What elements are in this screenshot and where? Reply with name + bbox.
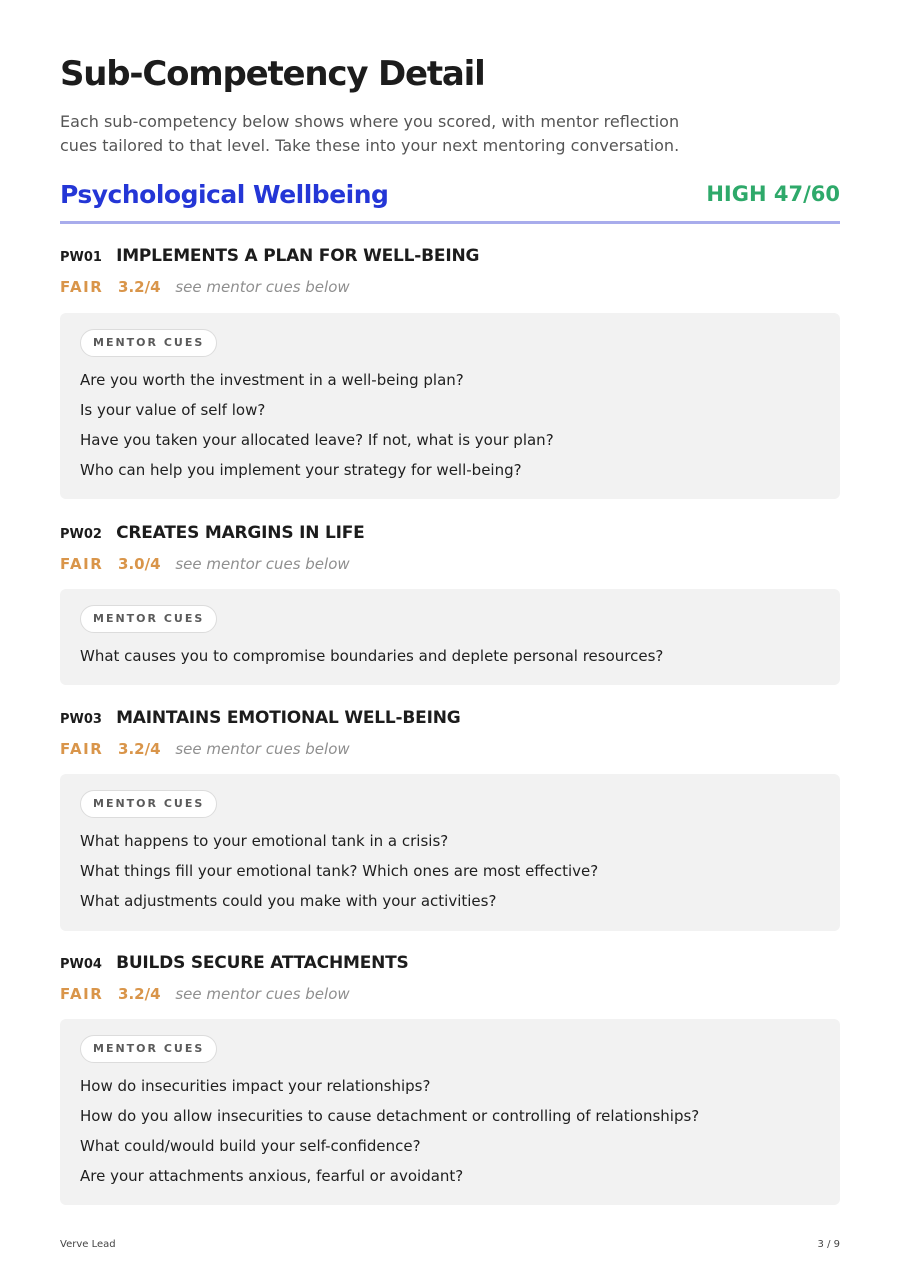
sub-competency-heading <box>60 523 365 543</box>
mentor-cues-label: MENTOR CUES <box>80 1035 217 1063</box>
mentor-cue: Are your attachments anxious, fearful or avoidant? <box>80 1167 464 1185</box>
footer-brand: Verve Lead <box>60 1239 116 1250</box>
mentor-cue: How do you allow insecurities to cause detachment or controlling of relationships? <box>80 1107 700 1125</box>
mentor-cue: Is your value of self low? <box>80 401 266 419</box>
competency-score-value: 47/60 <box>773 182 840 206</box>
rating-note: see mentor cues below <box>175 740 350 758</box>
sub-competency-title: IMPLEMENTS A PLAN FOR WELL-BEING <box>116 246 480 266</box>
mentor-cue: What adjustments could you make with your activities? <box>80 892 497 910</box>
competency-level: HIGH <box>706 182 767 206</box>
mentor-cues-list <box>80 826 820 916</box>
rating-note: see mentor cues below <box>175 985 350 1003</box>
sub-competency-title: MAINTAINS EMOTIONAL WELL-BEING <box>116 708 461 728</box>
mentor-cues-label: MENTOR CUES <box>80 790 217 818</box>
mentor-cues-box <box>60 774 840 931</box>
mentor-cue: What could/would build your self-confidence? <box>80 1137 421 1155</box>
mentor-cues-label: MENTOR CUES <box>80 605 217 633</box>
competency-name: Psychological Wellbeing <box>60 180 389 209</box>
mentor-cue: Are you worth the investment in a well-being plan? <box>80 371 464 389</box>
mentor-cues-list <box>80 365 820 485</box>
competency-header <box>60 178 840 224</box>
sub-competency-heading <box>60 953 409 973</box>
mentor-cues-list <box>80 1071 820 1191</box>
sub-competency-heading <box>60 246 479 266</box>
mentor-cue: Who can help you implement your strategy for well-being? <box>80 461 522 479</box>
rating-row <box>60 985 350 1003</box>
sub-competency-code: PW02 <box>60 527 102 542</box>
rating-level: FAIR <box>60 278 104 296</box>
rating-score: 3.2/4 <box>118 278 161 296</box>
mentor-cue: How do insecurities impact your relationships? <box>80 1077 431 1095</box>
rating-score: 3.0/4 <box>118 555 161 573</box>
mentor-cue: Have you taken your allocated leave? If not, what is your plan? <box>80 431 554 449</box>
sub-competency-title: CREATES MARGINS IN LIFE <box>116 523 365 543</box>
mentor-cues-box <box>60 1019 840 1205</box>
sub-competency-heading <box>60 708 461 728</box>
competency-score <box>706 182 840 206</box>
report-page <box>60 0 840 1273</box>
rating-level: FAIR <box>60 740 104 758</box>
rating-row <box>60 740 350 758</box>
sub-competency-code: PW03 <box>60 712 102 727</box>
mentor-cue: What causes you to compromise boundaries and deplete personal resources? <box>80 647 664 665</box>
mentor-cues-label: MENTOR CUES <box>80 329 217 357</box>
rating-note: see mentor cues below <box>175 555 350 573</box>
mentor-cue: What things fill your emotional tank? Which ones are most effective? <box>80 862 599 880</box>
intro-text: Each sub-competency below shows where you scored, with mentor reflection cues tailored to that level. Take these into your next mentoring conversation. <box>60 112 680 155</box>
sub-competency-code: PW01 <box>60 250 102 265</box>
rating-score: 3.2/4 <box>118 985 161 1003</box>
rating-note: see mentor cues below <box>175 278 350 296</box>
rating-score: 3.2/4 <box>118 740 161 758</box>
sub-competency-title: BUILDS SECURE ATTACHMENTS <box>116 953 409 973</box>
rating-level: FAIR <box>60 555 104 573</box>
page-title: Sub-Competency Detail <box>60 54 485 94</box>
mentor-cues-box <box>60 589 840 685</box>
page-number: 3 / 9 <box>817 1239 840 1250</box>
rating-level: FAIR <box>60 985 104 1003</box>
rating-row <box>60 278 350 296</box>
mentor-cues-list <box>80 641 820 671</box>
mentor-cue: What happens to your emotional tank in a crisis? <box>80 832 449 850</box>
rating-row <box>60 555 350 573</box>
mentor-cues-box <box>60 313 840 499</box>
sub-competency-code: PW04 <box>60 957 102 972</box>
